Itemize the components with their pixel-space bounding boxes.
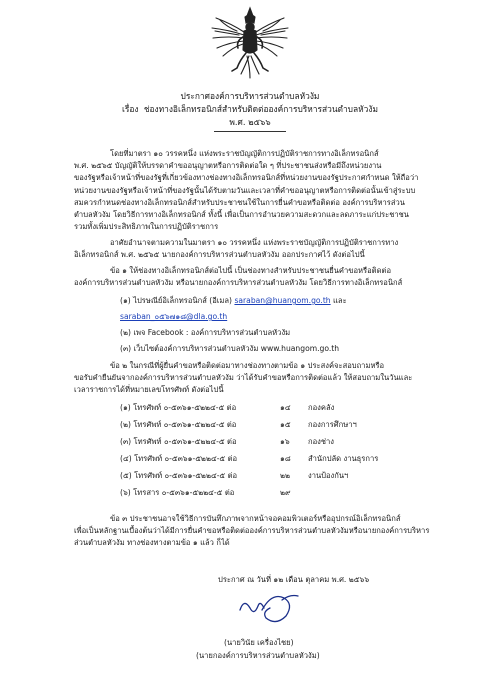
subject-text: ช่องทางอิเล็กทรอนิกส์สำหรับติดต่อองค์การบริหารส่วนตำบลหัวงัม	[143, 104, 378, 114]
phone-ext: ๑๔	[280, 403, 291, 412]
paragraph-line: อิเล็กทรอนิกส์ พ.ศ. ๒๕๖๕ นายกองค์การบริหารส่วนตำบลหัวงัม ออกประกาศไว้ ดังต่อไปนี้	[74, 250, 365, 260]
clause-2	[74, 360, 424, 397]
channel-website: (๓) เว็บไซต์องค์การบริหารส่วนตำบลหัวงัม www.huangom.go.th	[120, 344, 340, 353]
channel-email-secondary	[120, 312, 227, 322]
signature-mark	[232, 586, 302, 628]
paragraph-line: พ.ศ. ๒๕๖๕ บัญญัติให้บรรดาคำขออนุญาตหรือการติดต่อใด ๆ ที่ประชาชนส่งหรือมีถึงหน่วยงาน	[74, 161, 382, 171]
paragraph-line: ส่วนตำบลหัวงัม ทางช่องทางตามข้อ ๑ แล้ว ก็ได้	[74, 538, 230, 548]
paragraph-line: สมควรกำหนดช่องทางอิเล็กทรอนิกส์สำหรับประชาชนใช้ในการยื่นคำขอหรือติดต่อ องค์การบริหารส่วน	[74, 197, 405, 207]
authority-paragraph	[74, 237, 424, 261]
phone-ext: ๑๘	[280, 454, 291, 463]
phone-ext: ๒๒	[280, 471, 291, 480]
phone-dept: กองคลัง	[308, 403, 335, 412]
signer-position: (นายกองค์การบริหารส่วนตำบลหัวงัม)	[196, 651, 320, 660]
paragraph-line: หน่วยงานของรัฐหรือเจ้าหน้าที่ของรัฐนั้นได้รับตามวันและเวลาที่คำขออนุญาตหรือการติดต่อนั้นเข้าสู่ระบบ	[74, 185, 416, 195]
phone-label: (๔) โทรศัพท์ ๐-๕๓๖๑-๕๒๒๔-๕ ต่อ	[120, 454, 238, 463]
phone-label: (๓) โทรศัพท์ ๐-๕๓๖๑-๕๒๒๔-๕ ต่อ	[120, 437, 237, 446]
signer-name: (นายวินัย เครื่องไชย)	[224, 638, 294, 647]
header-divider	[214, 131, 286, 132]
phone-dept: กองช่าง	[308, 437, 334, 446]
paragraph-line: ข้อ ๑ ให้ช่องทางอิเล็กทรอนิกส์ต่อไปนี้ เป็นช่องทางสำหรับประชาชนยื่นคำขอหรือติดต่อ	[110, 266, 392, 275]
phone-label: (๖) โทรสาร ๐-๕๓๖๑-๕๒๒๔-๕ ต่อ	[120, 488, 235, 497]
paragraph-line: เวลาราชการได้ที่หมายเลขโทรศัพท์ ดังต่อไปนี้	[74, 385, 224, 395]
paragraph-line: ของรัฐหรือเจ้าหน้าที่ของรัฐที่เกี่ยวข้องทางช่องทางอิเล็กทรอนิกส์ที่หน่วยงานของรัฐประกาศกำหนด ให้ถือว่า	[74, 173, 419, 183]
email-and: และ	[333, 296, 347, 305]
announcement-year: พ.ศ. ๒๕๖๖	[229, 117, 271, 127]
clause-1	[74, 265, 424, 289]
phone-label: (๕) โทรศัพท์ ๐-๕๓๖๑-๕๒๒๔-๕ ต่อ	[120, 471, 238, 480]
phone-dept: สำนักปลัด งานธุรการ	[308, 454, 379, 463]
phone-label: (๒) โทรศัพท์ ๐-๕๓๖๑-๕๒๒๔-๕ ต่อ	[120, 420, 237, 429]
paragraph-line: รวมทั้งเพิ่มประสิทธิภาพในการปฏิบัติราชการ	[74, 222, 219, 232]
clause-3	[74, 513, 430, 550]
phone-ext: ๑๖	[280, 437, 290, 446]
announcement-title: ประกาศองค์การบริหารส่วนตำบลหัวงัม	[180, 91, 320, 101]
email-link-primary[interactable]: saraban@huangom.go.th	[234, 296, 331, 305]
subject-label: เรื่อง	[122, 104, 139, 114]
paragraph-line: ตำบลหัวงัม โดยวิธีการทางอิเล็กทรอนิกส์ ทั้งนี้ เพื่อเป็นการอำนวยความสะดวกและลดภาระแก่ประชาชน	[74, 210, 409, 220]
phone-dept: กองการศึกษาฯ	[308, 420, 357, 429]
email-link-secondary[interactable]: saraban_๐๕๖๗๑๘@dla.go.th	[120, 312, 228, 321]
paragraph-line: ขอรับคำยืนยันจากองค์การบริหารส่วนตำบลหัวงัม ว่าได้รับคำขอหรือการติดต่อแล้ว ให้สอบถามในวันและ	[74, 373, 413, 383]
intro-paragraph	[74, 148, 424, 233]
announcement-date: ประกาศ ณ วันที่ ๑๒ เดือน ตุลาคม พ.ศ. ๒๕๖๖	[218, 575, 370, 584]
channel-email-label: (๑) ไปรษณีย์อิเล็กทรอนิกส์ (อีเมล)	[120, 296, 233, 305]
channel-email	[120, 296, 347, 306]
paragraph-line: โดยที่มาตรา ๑๐ วรรคหนึ่ง แห่งพระราชบัญญัติการปฏิบัติราชการทางอิเล็กทรอนิกส์	[110, 149, 379, 158]
channel-facebook: (๒) เพจ Facebook : องค์การบริหารส่วนตำบลหัวงัม	[120, 328, 291, 337]
announcement-subject	[0, 103, 500, 115]
phone-ext: ๑๕	[280, 420, 291, 429]
paragraph-line: ข้อ ๓ ประชาชนอาจใช้วิธีการบันทึกภาพจากหน้าจอคอมพิวเตอร์หรืออุปกรณ์อิเล็กทรอนิกส์	[110, 514, 401, 523]
paragraph-line: อาศัยอำนาจตามความในมาตรา ๑๐ วรรคหนึ่ง แห่งพระราชบัญญัติการปฏิบัติราชการทาง	[110, 238, 399, 247]
phone-ext: ๒๙	[280, 488, 291, 497]
phone-label: (๑) โทรศัพท์ ๐-๕๓๖๑-๕๒๒๔-๕ ต่อ	[120, 403, 237, 412]
paragraph-line: ข้อ ๒ ในกรณีที่ผู้ยื่นคำขอหรือติดต่อมาทางช่องทางตามข้อ ๑ ประสงค์จะสอบถามหรือ	[110, 361, 385, 370]
paragraph-line: เพื่อเป็นหลักฐานเบื้องต้นว่าได้มีการยื่นคำขอหรือติดต่อองค์การบริหารส่วนตำบลหัวงัมหรือนายกองค์การบริหาร	[74, 526, 430, 536]
paragraph-line: องค์การบริหารส่วนตำบลหัวงัม หรือนายกองค์การบริหารส่วนตำบลหัวงัม โดยวิธีการทางอิเล็กทรอนิกส์	[74, 278, 403, 288]
phone-dept: งานป้องกันฯ	[308, 471, 349, 480]
garuda-emblem-icon	[207, 4, 293, 82]
